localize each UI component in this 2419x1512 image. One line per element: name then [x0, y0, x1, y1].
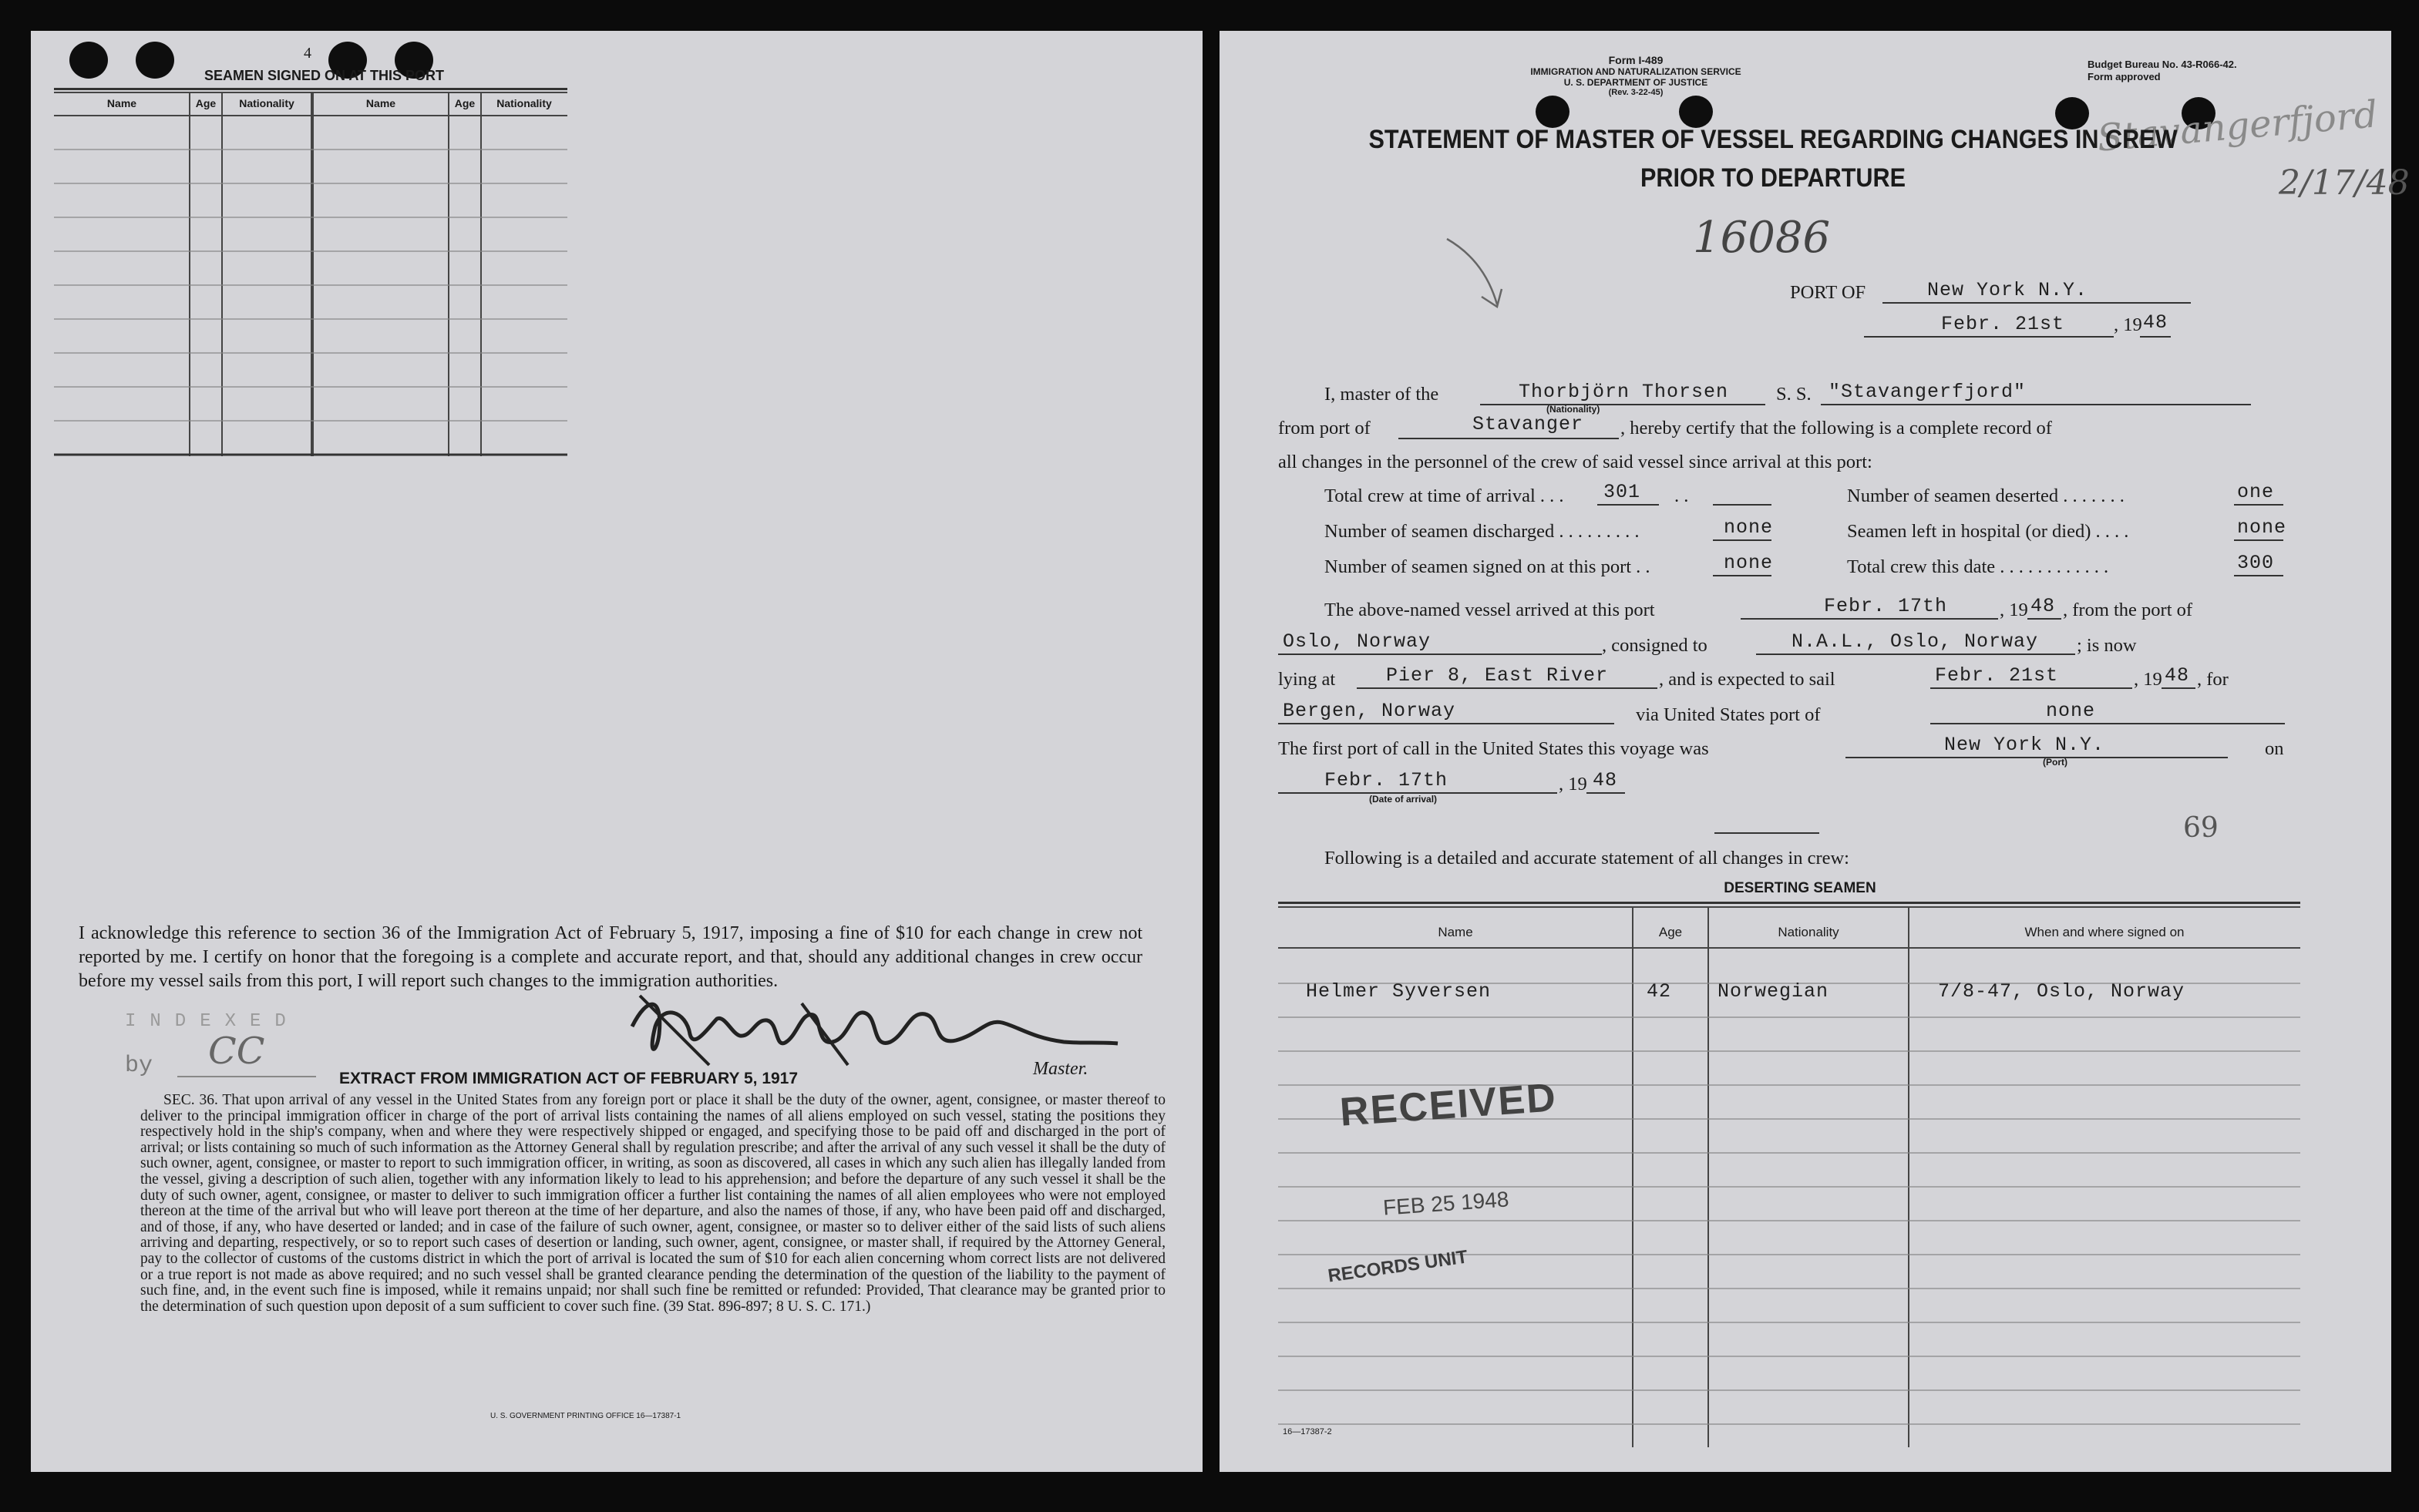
- from-port-label: from port of: [1278, 418, 1371, 438]
- arrived-year: 48: [2030, 595, 2056, 617]
- signed-on-label: Number of seamen signed on at this port . .: [1324, 556, 1650, 577]
- col-name-2: Name: [365, 97, 396, 109]
- total-crew-date-value: 300: [2237, 552, 2275, 574]
- expected-year-prefix: , 19: [2134, 669, 2162, 690]
- following-text: Following is a detailed and accurate statement of all changes in crew:: [1324, 848, 1849, 869]
- seamen-signed-on-table: [54, 88, 567, 456]
- is-now-label: ; is now: [2077, 635, 2137, 656]
- on-label: on: [2265, 738, 2284, 759]
- hospital-value: none: [2237, 516, 2287, 539]
- statement-year-prefix: , 19: [2114, 314, 2142, 335]
- ship-name-value: "Stavangerfjord": [1829, 381, 2027, 403]
- first-port-value: New York N.Y.: [1944, 734, 2105, 756]
- consigned-label: , consigned to: [1602, 635, 1707, 656]
- form-title-line-2: PRIOR TO DEPARTURE: [1640, 163, 1906, 193]
- acknowledgment-text: I acknowledge this reference to section 36 of the Immigration Act of February 5, 1917, imposing a fine of $10 for each change in crew not reported by me. I certify on honor that the foregoing is a complete and accurate report, and that, should any additional changes in crew occur before my vessel sails from this port, I will report such changes to the immigration authorities.: [79, 923, 1142, 991]
- punch-hole: [1536, 96, 1569, 128]
- from-port-of-value: Oslo, Norway: [1283, 630, 1432, 653]
- left-page: [31, 31, 1203, 1472]
- handwritten-ship-name: Stavangerfjord: [2095, 92, 2380, 160]
- right-page: [1220, 31, 2410, 1472]
- expected-label: , and is expected to sail: [1659, 669, 1835, 690]
- deserting-seamen-table: [1278, 902, 2300, 1447]
- records-unit-stamp: RECORDS UNIT: [1326, 1246, 1469, 1287]
- from-port-value: Stavanger: [1472, 413, 1584, 435]
- deserting-seamen-title: DESERTING SEAMEN: [1724, 880, 1876, 896]
- punch-hole: [136, 42, 174, 79]
- deserting-col-name: Name: [1438, 925, 1473, 939]
- col-age: Age: [195, 97, 217, 109]
- total-crew-date-label: Total crew this date . . . . . . . . . . . .: [1847, 556, 2109, 577]
- deserted-value: one: [2237, 481, 2275, 503]
- lying-at-label: lying at: [1278, 669, 1336, 690]
- agency-line-1: IMMIGRATION AND NATURALIZATION SERVICE: [1530, 66, 1741, 77]
- total-crew-arrival-dots: . .: [1674, 486, 1689, 506]
- for-value: Bergen, Norway: [1283, 700, 1456, 722]
- master-name-value: Thorbjörn Thorsen: [1519, 381, 1729, 403]
- port-of-value: New York N.Y.: [1927, 279, 2088, 301]
- statement-year: 48: [2143, 311, 2168, 334]
- consigned-value: N.A.L., Oslo, Norway: [1792, 630, 2039, 653]
- hospital-label: Seamen left in hospital (or died) . . . .: [1847, 521, 2129, 542]
- seamen-signed-on-title: SEAMEN SIGNED ON AT THIS PORT: [204, 68, 445, 83]
- form-header: [1220, 54, 2052, 97]
- date-of-arrival-caption: (Date of arrival): [1369, 794, 1438, 805]
- deserting-row-age: 42: [1647, 980, 1672, 1003]
- left-footer: U. S. GOVERNMENT PRINTING OFFICE 16—17387-1: [490, 1412, 681, 1420]
- col-age-2: Age: [454, 97, 476, 109]
- handwritten-date: 2/17/48: [2279, 163, 2410, 203]
- master-label: Master.: [1033, 1059, 1088, 1079]
- handwritten-number: 16086: [1693, 213, 1831, 263]
- arrived-year-prefix: , 19: [2000, 600, 2028, 620]
- col-name: Name: [106, 97, 137, 109]
- nationality-caption: (Nationality): [1546, 404, 1600, 415]
- total-crew-arrival-label: Total crew at time of arrival . . .: [1324, 486, 1564, 506]
- right-footer: 16—17387-2: [1283, 1427, 1332, 1436]
- deserting-row-signed-on: 7/8-47, Oslo, Norway: [1938, 980, 2185, 1003]
- col-nationality-2: Nationality: [496, 97, 552, 109]
- budget-bureau: Budget Bureau No. 43-R066-42.: [2088, 59, 2237, 70]
- form-title-line-1: STATEMENT OF MASTER OF VESSEL REGARDING CHANGES IN CREW: [1368, 125, 2178, 154]
- handwritten-69: 69: [2183, 812, 2219, 844]
- deserting-row-nationality: Norwegian: [1718, 980, 1829, 1003]
- via-label: via United States port of: [1636, 704, 1821, 725]
- indexed-initials: CC: [208, 1030, 265, 1073]
- deserting-col-age: Age: [1658, 925, 1683, 939]
- discharged-value: none: [1724, 516, 1774, 539]
- indexed-by-label: by: [125, 1053, 153, 1079]
- expected-year: 48: [2165, 664, 2190, 687]
- from-port-of-label: , from the port of: [2063, 600, 2193, 620]
- for-label: , for: [2197, 669, 2229, 690]
- form-number: Form I-489: [1608, 54, 1664, 66]
- deserting-col-nationality: Nationality: [1778, 925, 1839, 939]
- deserting-col-signed-on: When and where signed on: [2024, 925, 2185, 939]
- punch-hole: [1679, 96, 1713, 128]
- first-port-date: Febr. 17th: [1324, 769, 1448, 791]
- signed-on-value: none: [1724, 552, 1774, 574]
- port-of-label: PORT OF: [1790, 282, 1866, 303]
- received-date: FEB 25 1948: [1382, 1187, 1510, 1220]
- discharged-label: Number of seamen discharged . . . . . . . . .: [1324, 521, 1640, 542]
- page-number: 4: [304, 45, 311, 62]
- lying-at-value: Pier 8, East River: [1386, 664, 1609, 687]
- expected-value: Febr. 21st: [1935, 664, 2059, 687]
- certify-text: , hereby certify that the following is a complete record of: [1620, 418, 2052, 438]
- handwritten-arrow: [1443, 231, 1512, 316]
- col-nationality: Nationality: [239, 97, 294, 109]
- arrived-label: The above-named vessel arrived at this port: [1324, 600, 1655, 620]
- received-stamp: RECEIVED: [1338, 1075, 1559, 1135]
- first-port-label: The first port of call in the United States this voyage was: [1278, 738, 1709, 759]
- master-of-label: I, master of the: [1324, 384, 1439, 405]
- ss-label: S. S.: [1776, 384, 1812, 405]
- total-crew-arrival-value: 301: [1603, 481, 1641, 503]
- arrived-value: Febr. 17th: [1824, 595, 1948, 617]
- extract-title: EXTRACT FROM IMMIGRATION ACT OF FEBRUARY 5, 1917: [339, 1070, 799, 1087]
- seamen-signed-on-grid: [54, 88, 567, 456]
- indexed-stamp: INDEXED: [125, 1011, 300, 1032]
- via-value: none: [2046, 700, 2096, 722]
- revision: (Rev. 3-22-45): [1608, 88, 1664, 97]
- certify-text-2: all changes in the personnel of the crew of said vessel since arrival at this port:: [1278, 452, 1872, 472]
- form-approved: Form approved: [2088, 71, 2161, 82]
- deserting-row-name: Helmer Syversen: [1306, 980, 1492, 1003]
- deserted-label: Number of seamen deserted . . . . . . .: [1847, 486, 2125, 506]
- statement-date: Febr. 21st: [1941, 313, 2065, 335]
- port-caption: (Port): [2043, 757, 2067, 768]
- punch-hole: [69, 42, 108, 79]
- first-port-year: 48: [1593, 769, 1618, 791]
- agency-line-2: U. S. DEPARTMENT OF JUSTICE: [1563, 77, 1708, 88]
- first-port-year-prefix: , 19: [1559, 774, 1587, 795]
- sec36-text: SEC. 36. That upon arrival of any vessel in the United States from any foreign port or place it shall be the duty of the owner, agent, consignee, or master thereof to deliver to the principal immigration officer in charge of the port of arrival lists containing the names of all aliens employed on such vessel, stating the positions they respectively hold in the ship's company, when and where they were respectively shipped or engaged, and specifying those to be paid off and discharged in the port of arrival; or lists containing so much of such information as the Attorney General shall by regulation prescribe; and after the arrival of any such vessel it shall be the duty of such owner, agent, consignee, or master to report to such immigration officer, in writing, as soon as discovered, all cases in which any such alien has illegally landed from the vessel, giving a description of such alien, together with any information likely to lead to his apprehension; and before the departure of any such vessel it shall be the duty of such owner, agent, consignee, or master to deliver to such immigration officer a further list containing the names of all alien employees who were not employed thereon at the time of the arrival but who will leave port thereon at the time of her departure, and also the names of those, if any, who have been paid off and discharged, and of those, if any, who have deserted or landed; and in case of the failure of such owner, agent, consignee, or master so to deliver either of the said lists of such aliens arriving and departing, respectively, or so to report such cases of desertion or landing, such owner, agent, consignee, or master shall, if required by the Attorney General, pay to the collector of customs of the customs district in which the port of arrival is located the sum of $10 for each alien concerning whom correct lists are not delivered or a true report is not made as above required; and no such vessel shall be granted clearance pending the determination of the question of the liability to the payment of such fine, and, in the event such fine is imposed, while it remains unpaid; nor shall such fine be remitted or refunded: Provided, That clearance may be granted prior to the determination of such question upon deposit of a sum sufficient to cover such fine. (39 Stat. 896-897; 8 U. S. C. 171.): [140, 1092, 1166, 1315]
